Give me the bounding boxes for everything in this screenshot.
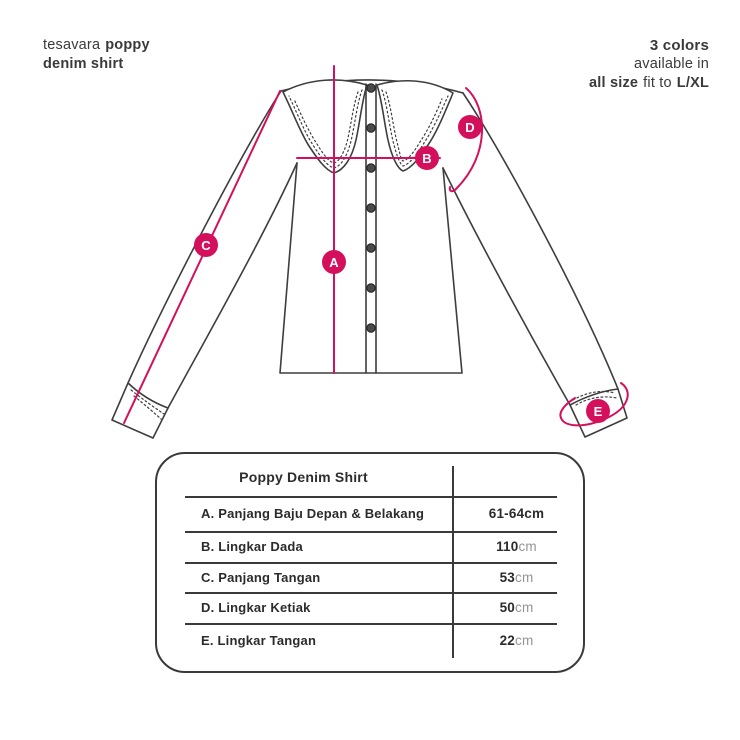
fit-text: fit to [643,75,672,91]
left-cuff-stitch-2 [134,396,161,419]
table-row [157,623,583,658]
button [367,324,375,332]
row-label: A. Panjang Baju Depan & Belakang [201,506,425,521]
row-value [450,633,583,648]
row-value [450,506,583,521]
value-unit: cm [515,569,534,585]
table-row [157,592,583,623]
button [367,284,375,292]
product-name-line2: denim shirt [43,56,124,72]
value-number: 22 [499,633,515,648]
table-row [157,531,583,562]
availability-text: available in [634,56,709,72]
row-label: B. Lingkar Dada [201,539,303,554]
row-value [450,570,583,585]
buttons [367,84,375,332]
row-label: E. Lingkar Tangan [201,633,317,648]
left-cuff-stitch-1 [131,390,164,414]
value-number: 53 [499,569,515,585]
value-number: 50 [499,600,515,615]
size-text: all size [589,75,639,91]
shirt-body [280,163,462,373]
separator-line [185,496,557,498]
row-label: D. Lingkar Ketiak [201,600,311,615]
separator-line [185,531,557,533]
size-table [155,452,585,673]
value-unit: cm [518,539,537,554]
marker-a-badge: A [322,250,346,274]
value-number: 110 [496,539,519,554]
measure-line-d [450,88,482,191]
measure-line-c [124,91,280,423]
button [367,204,375,212]
table-row [157,496,583,531]
row-label: C. Panjang Tangan [201,569,321,585]
button [367,244,375,252]
table-body [157,496,583,658]
colors-count: 3 colors [649,37,709,54]
separator-line [185,592,557,594]
marker-e-badge: E [586,399,610,423]
table-row [157,562,583,592]
value-number: 61-64cm [488,506,545,521]
marker-b-badge: B [415,146,439,170]
value-unit: cm [515,600,534,615]
collar-left [283,80,367,173]
button [367,124,375,132]
table-title: Poppy Denim Shirt [239,469,368,485]
left-sleeve-inner [168,163,297,408]
right-sleeve-outer [463,93,618,389]
marker-d-badge: D [458,115,482,139]
brand-name: tesavara [43,37,101,53]
row-value [450,600,583,615]
separator-line [185,562,557,564]
row-value [450,539,583,554]
button [367,84,375,92]
table-header [157,454,583,496]
fit-size: L/XL [676,75,709,91]
value-unit: cm [515,633,534,648]
separator-line [185,623,557,625]
marker-c-badge: C [194,233,218,257]
product-name: poppy [105,37,150,53]
button [367,164,375,172]
